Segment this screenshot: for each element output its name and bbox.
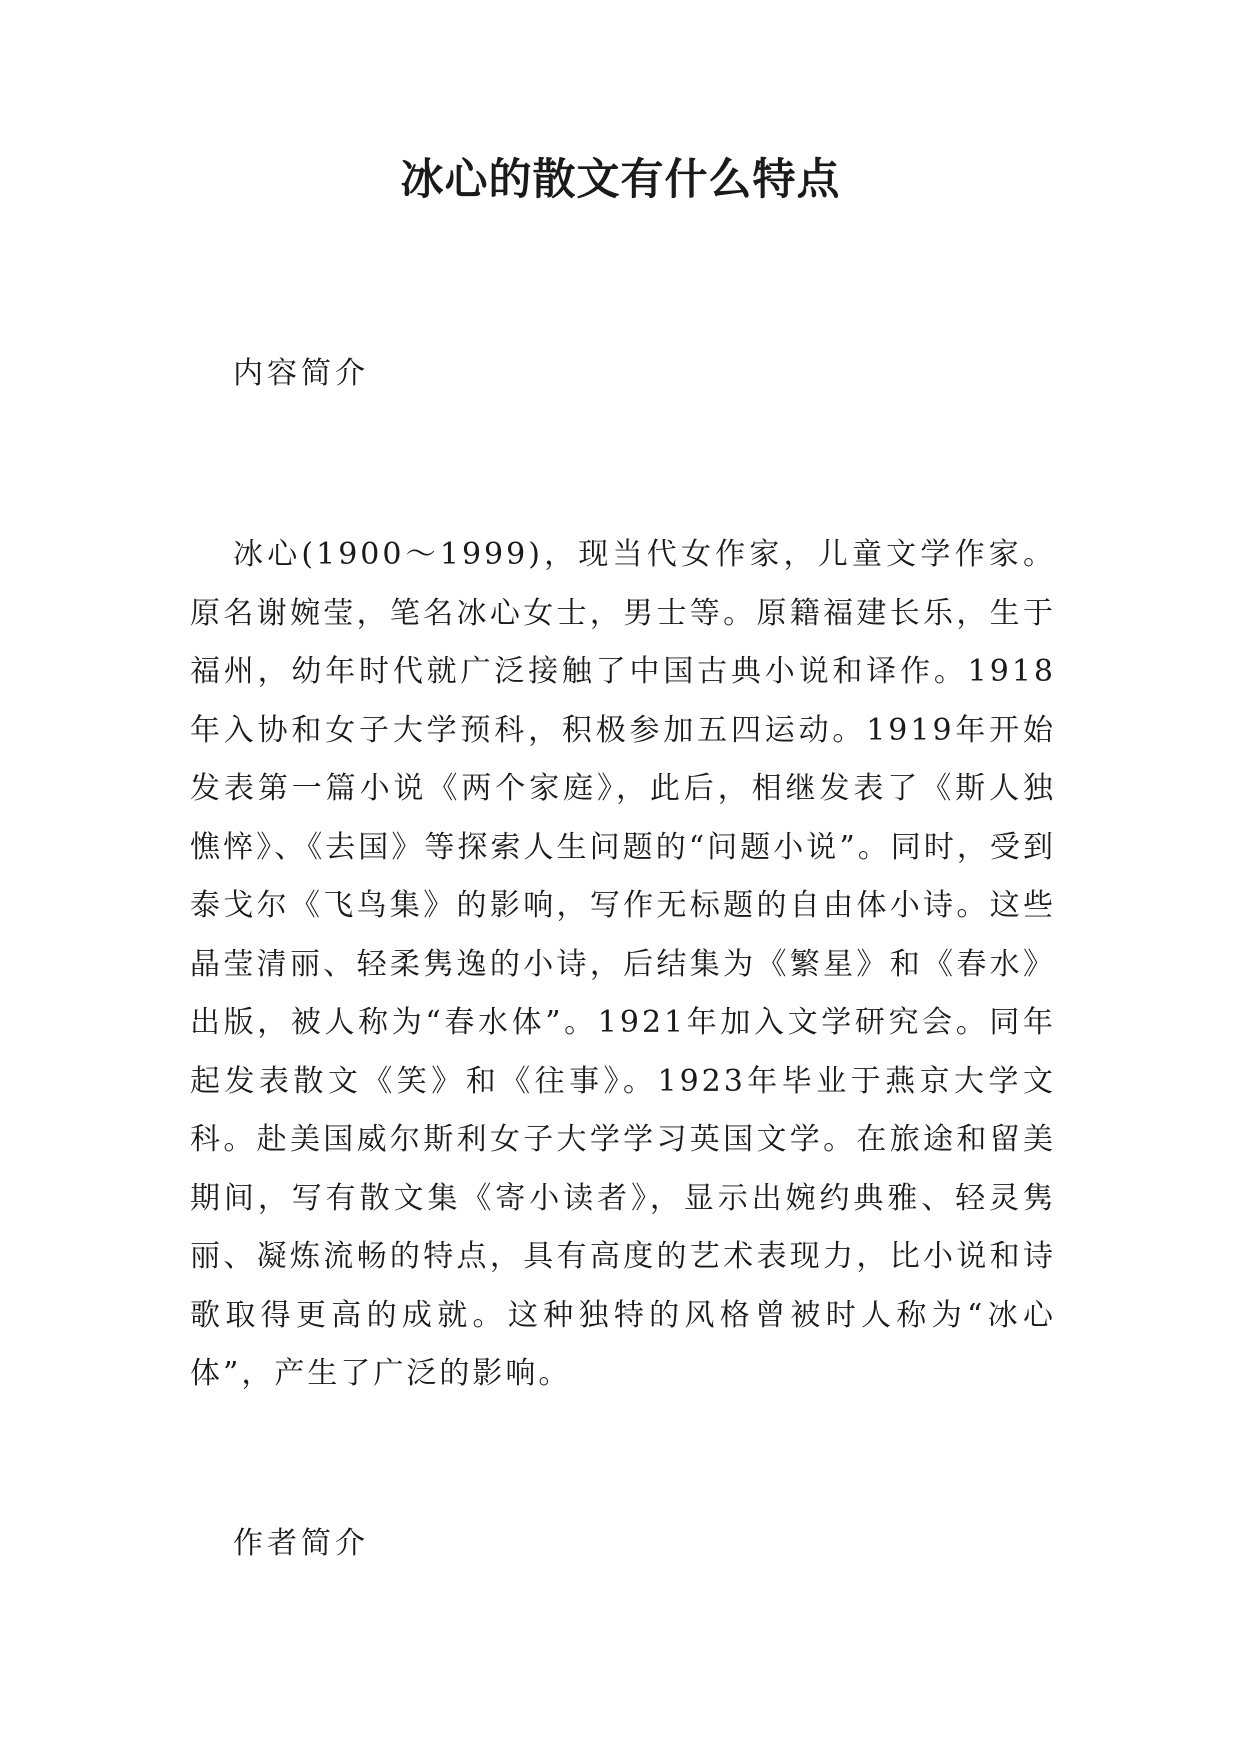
section-heading-author-intro: 作者简介 (233, 1526, 369, 1561)
section-heading-content-intro: 内容简介 (233, 356, 369, 391)
document-title: 冰心的散文有什么特点 (400, 155, 841, 205)
intro-paragraph: 冰心(1900～1999)，现当代女作家，儿童文学作家。原名谢婉莹，笔名冰心女士，男士等。原籍福建长乐，生于福州，幼年时代就广泛接触了中国古典小说和译作。1918年入协和女子大学预科，积极参加五四运动。1919年开始发表第一篇小说《两个家庭》，此后，相继发表了《斯人独憔悴》、《去国》等探索人生问题的“问题小说”。同时，受到泰戈尔《飞鸟集》的影响，写作无标题的自由体小诗。这些晶莹清丽、轻柔隽逸的小诗，后结集为《繁星》和《春水》出版，被人称为“春水体”。1921年加入文学研究会。同年起发表散文《笑》和《往事》。1923年毕业于燕京大学文科。赴美国威尔斯利女子大学学习英国文学。在旅途和留美期间，写有散文集《寄小读者》，显示出婉约典雅、轻灵隽丽、凝炼流畅的特点，具有高度的艺术表现力，比小说和诗歌取得更高的成就。这种独特的风格曾被时人称为“冰心体”，产生了广泛的影响。 (190, 537, 1056, 1391)
